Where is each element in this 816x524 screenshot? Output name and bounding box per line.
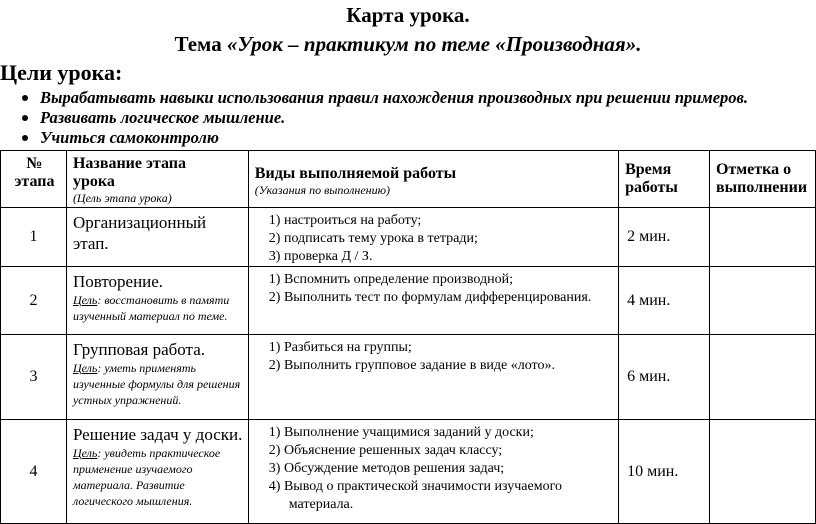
mark-cell	[709, 267, 815, 335]
header-work-title: Виды выполняемой работы	[254, 165, 457, 182]
stage-goal	[73, 360, 244, 408]
time-cell: 2 мин.	[619, 208, 710, 267]
header-time-line1: Время	[625, 161, 672, 178]
step-item: 3) проверка Д / З.	[268, 249, 373, 264]
goal-label: Цель	[72, 293, 98, 307]
header-stage	[66, 151, 248, 208]
header-num-line1: №	[26, 155, 43, 172]
goal-text: Развивать логическое мышление.	[40, 108, 286, 127]
header-time-line2: работы	[625, 179, 678, 196]
table-row	[1, 267, 816, 335]
goal-item	[18, 128, 748, 148]
table-header-row	[1, 151, 816, 208]
goal-label: Цель	[72, 446, 98, 460]
header-mark	[709, 151, 815, 208]
steps-list	[263, 271, 614, 307]
time-cell: 10 мин.	[619, 420, 710, 524]
bullet-icon	[22, 115, 28, 121]
time-cell: 4 мин.	[619, 267, 710, 335]
stage-cell	[66, 267, 248, 335]
mark-cell	[709, 208, 815, 267]
stage-cell	[66, 335, 248, 420]
header-stage-line2: урока	[72, 173, 115, 190]
step-item: 1) Разбиться на группы;	[268, 340, 412, 355]
step-item: 2) Выполнить групповое задание в виде «лото».	[268, 358, 555, 373]
header-num	[1, 151, 67, 208]
stage-name: Групповая работа.	[72, 340, 205, 359]
bullet-icon	[22, 95, 28, 101]
time-cell: 6 мин.	[619, 335, 710, 420]
goal-text: : увидеть практическое применение изучаемого материала. Развитие логического мышления.	[72, 446, 221, 508]
document-title: Карта урока.	[346, 3, 470, 27]
stage-number: 3	[1, 335, 67, 420]
goal-text: : восстановить в памяти изученный материал по теме.	[72, 293, 230, 323]
table-row	[1, 208, 816, 267]
header-stage-sub: (Цель этапа урока)	[72, 191, 172, 205]
stage-number: 4	[1, 420, 67, 524]
stage-goal	[73, 292, 244, 324]
lesson-table	[0, 150, 816, 524]
topic-prefix: Тема	[174, 32, 227, 56]
table-row	[1, 420, 816, 524]
stage-name: Повторение.	[72, 272, 164, 291]
step-item: 1) настроиться на работу;	[268, 213, 422, 228]
stage-number: 2	[1, 267, 67, 335]
stage-number: 1	[1, 208, 67, 267]
header-mark-line2: выполнении	[715, 179, 808, 196]
stage-cell	[66, 420, 248, 524]
stage-goal	[73, 445, 244, 509]
header-mark-line1: Отметка о	[715, 161, 792, 178]
header-work	[248, 151, 618, 208]
stage-name: Решение задач у доски.	[72, 425, 243, 444]
lesson-topic	[0, 32, 816, 57]
goals-heading: Цели урока:	[0, 60, 123, 85]
goal-text: : уметь применять изученные формулы для решения устных упражнений.	[72, 361, 241, 407]
header-work-sub: (Указания по выполнению)	[254, 183, 391, 197]
goal-label: Цель	[72, 361, 98, 375]
goal-text: Учиться самоконтролю	[40, 128, 219, 147]
steps-list	[263, 424, 614, 514]
goals-list	[18, 88, 748, 148]
table-row	[1, 335, 816, 420]
topic-text: «Урок – практикум по теме «Производная».	[226, 32, 642, 56]
step-item: 1) Вспомнить определение производной;	[268, 272, 513, 287]
goal-text: Вырабатывать навыки использования правил нахождения производных при решении примеров.	[40, 88, 749, 107]
header-num-line2: этапа	[14, 173, 55, 190]
header-stage-line1: Название этапа	[72, 155, 186, 172]
goal-item	[18, 108, 748, 128]
stage-cell	[66, 208, 248, 267]
bullet-icon	[22, 135, 28, 141]
work-cell	[248, 208, 618, 267]
step-item: 2) Выполнить тест по формулам дифференцирования.	[268, 290, 592, 305]
step-item: 2) подписать тему урока в тетради;	[268, 231, 478, 246]
work-cell	[248, 420, 618, 524]
mark-cell	[709, 420, 815, 524]
step-item: 2) Объяснение решенных задач классу;	[268, 443, 503, 458]
stage-name: Организационный этап.	[72, 213, 207, 253]
work-cell	[248, 267, 618, 335]
step-item: 1) Выполнение учащимися заданий у доски;	[268, 425, 534, 440]
work-cell	[248, 335, 618, 420]
step-item: 4) Вывод о практической значимости изучаемого материала.	[268, 479, 562, 512]
goal-item	[18, 88, 748, 108]
steps-list	[263, 339, 614, 375]
step-item: 3) Обсуждение методов решения задач;	[268, 461, 505, 476]
mark-cell	[709, 335, 815, 420]
header-time	[619, 151, 710, 208]
steps-list	[263, 212, 614, 266]
